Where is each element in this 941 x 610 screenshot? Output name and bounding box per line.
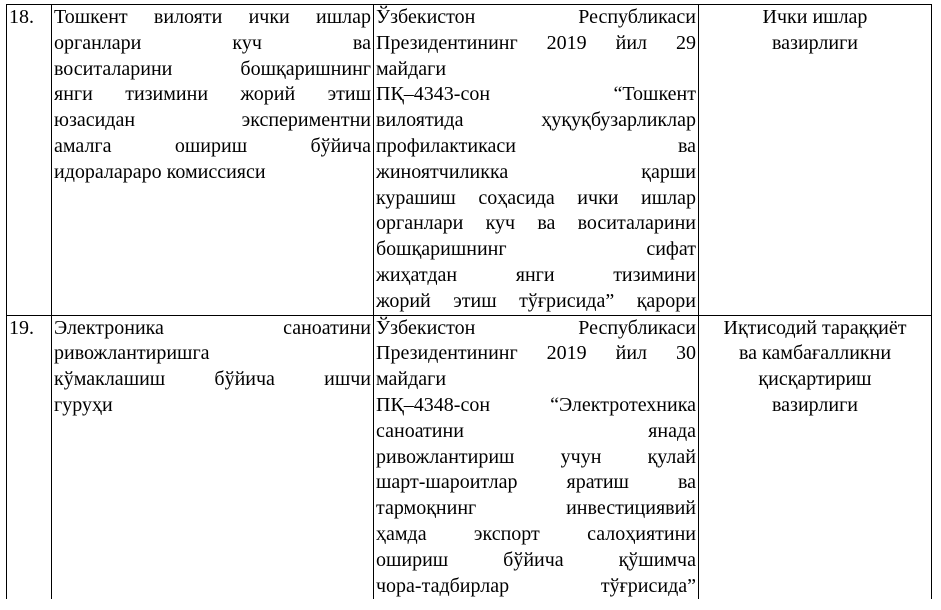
basis-line: тармоқнинг инвестициявий — [376, 497, 696, 520]
legal-basis-cell — [374, 5, 699, 316]
basis-line: профилактикаси ва — [376, 134, 696, 157]
name-line: ривожлантиришга — [54, 342, 210, 365]
basis-line: вилоятида ҳуқуқбузарликлар — [376, 109, 696, 132]
basis-line: органлари куч ва воситаларини — [376, 212, 696, 235]
commissions-table — [6, 4, 932, 599]
basis-line: майдаги — [376, 368, 447, 391]
name-line: гуруҳи — [54, 393, 113, 416]
body-name-cell — [52, 5, 374, 316]
row-number — [7, 5, 52, 316]
name-line: Тошкент вилояти ички ишлар — [54, 6, 371, 28]
basis-line: жиҳатдан янги тизимини — [376, 263, 696, 286]
basis-line: чора-тадбирлар тўғрисида” — [376, 574, 696, 597]
row-number-text: 18. — [9, 6, 34, 28]
row-number-text: 19. — [9, 316, 34, 339]
name-line: юзасидан экспериментни — [54, 109, 371, 132]
name-line: воситаларини бошқаришнинг — [54, 57, 371, 80]
name-line: амалга ошириш бўйича — [54, 134, 371, 157]
basis-line: шарт-шароитлар яратиш ва — [376, 471, 696, 494]
name-line: кўмаклашиш бўйича ишчи — [54, 368, 371, 391]
responsible-body-cell — [699, 315, 932, 599]
basis-line: ҳамда экспорт салоҳиятини — [376, 522, 696, 545]
responsible-line: вазирлиги — [772, 31, 858, 54]
responsible-line: қисқартириш — [758, 368, 872, 391]
table-row — [7, 315, 932, 599]
basis-line: Президентининг 2019 йил 29 — [376, 31, 696, 54]
basis-line: майдаги — [376, 57, 447, 80]
basis-line: курашиш соҳасида ички ишлар — [376, 186, 696, 209]
responsible-line: ва камбағалликни — [738, 342, 892, 365]
basis-line: Президентининг 2019 йил 30 — [376, 342, 696, 365]
basis-line: ПҚ–4343-сон “Тошкент — [376, 83, 696, 106]
name-line: Электроника саноатини — [54, 316, 371, 339]
responsible-line: вазирлиги — [772, 393, 858, 416]
basis-line: бошқаришнинг сифат — [376, 238, 696, 261]
body-name-cell — [52, 315, 374, 599]
basis-line: саноатини янада — [376, 419, 696, 442]
basis-line: жорий этиш тўғрисида” қарори — [376, 289, 696, 312]
basis-line: Ўзбекистон Республикаси — [376, 6, 696, 28]
basis-line: ривожлантириш учун қулай — [376, 445, 696, 468]
basis-line: Ўзбекистон Республикаси — [376, 316, 696, 339]
name-line: идоралараро комиссияси — [54, 160, 266, 183]
basis-line: жиноятчиликка қарши — [376, 160, 696, 183]
row-number — [7, 315, 52, 599]
table-row — [7, 5, 932, 316]
name-line: органлари куч ва — [54, 31, 371, 54]
responsible-body-cell — [699, 5, 932, 316]
legal-basis-cell — [374, 315, 699, 599]
responsible-line: Ички ишлар — [762, 6, 868, 28]
responsible-line: Иқтисодий тараққиёт — [723, 316, 907, 339]
basis-line: ПҚ–4348-сон “Электротехника — [376, 393, 696, 416]
name-line: янги тизимини жорий этиш — [54, 83, 371, 106]
basis-line: ошириш бўйича қўшимча — [376, 548, 696, 571]
